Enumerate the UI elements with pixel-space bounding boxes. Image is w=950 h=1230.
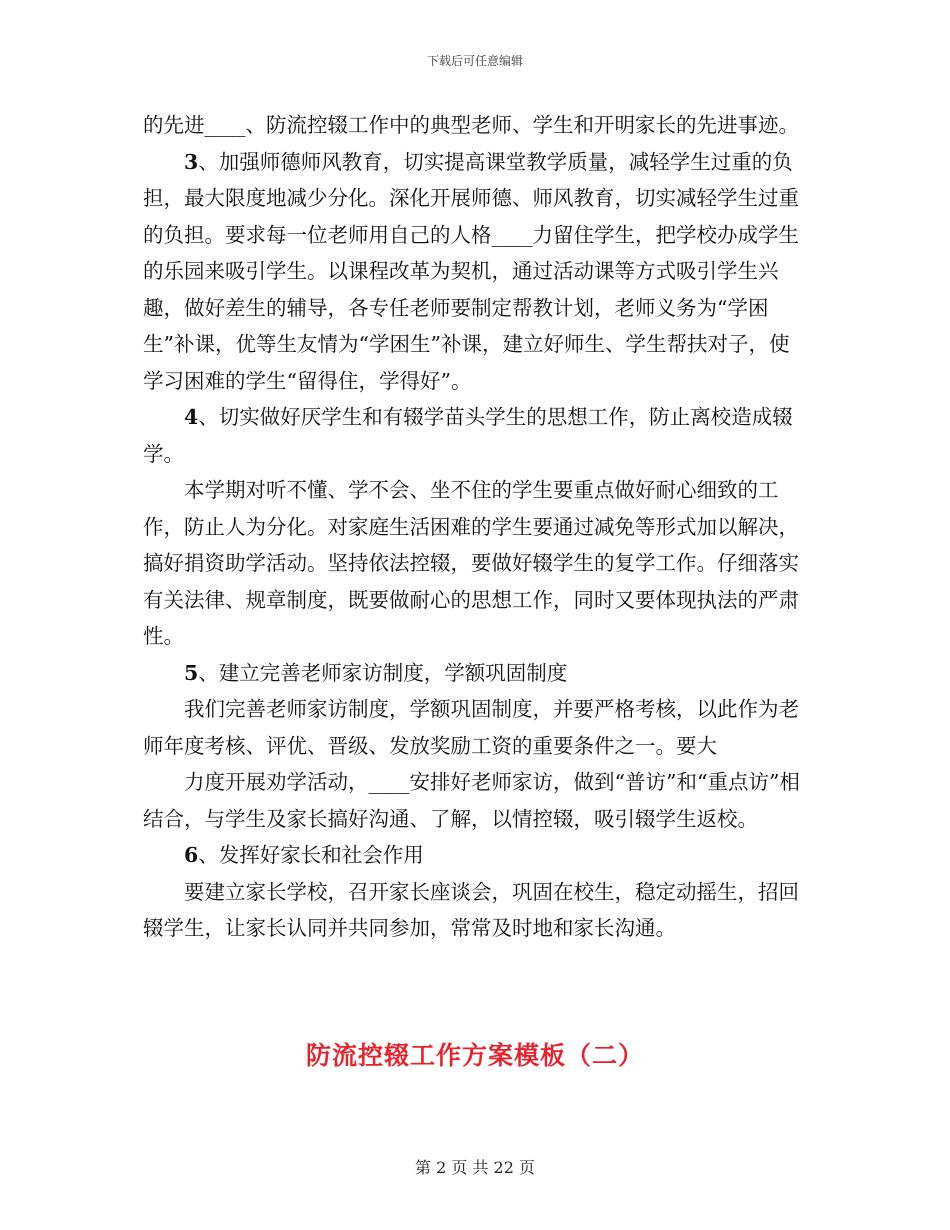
- item-number: 5: [184, 660, 199, 685]
- paragraph-body: [143, 472, 808, 655]
- paragraph-body: [143, 874, 808, 947]
- paragraph-body: [143, 764, 808, 837]
- paragraph-body: [143, 691, 808, 764]
- page-footer: 第 2 页 共 22 页: [415, 1158, 535, 1177]
- document-body: [143, 107, 808, 947]
- section-title: 防流控辍工作方案模板（二）: [305, 1041, 644, 1070]
- paragraph-text: 的先进____、防流控辍工作中的典型老师、学生和开明家长的先进事迹。: [143, 113, 799, 137]
- paragraph-text: 本学期对听不懂、学不会、坐不住的学生要重点做好耐心细致的工作，防止人为分化。对家庭生活困难的学生要通过减免等形式加以解决，搞好捐资助学活动。坚持依法控辍，要做好辍学生的复学工作。仔细落实有关法律、规章制度，既要做耐心的思想工作，同时又要体现执法的严肃性。: [143, 478, 799, 648]
- paragraph-text: 、发挥好家长和社会作用: [198, 843, 424, 867]
- page-header: 下载后可任意编辑: [426, 54, 523, 68]
- paragraph-continuation: [143, 107, 808, 144]
- paragraph-item-3: [143, 144, 808, 400]
- paragraph-text: 、加强师德师风教育，切实提高课堂教学质量，减轻学生过重的负担，最大限度地减少分化。深化开展师德、师风教育，切实减轻学生过重的负担。要求每一位老师用自己的人格____力留住学生，把学校办成学生的乐园来吸引学生。以课程改革为契机，通过活动课等方式吸引学生兴趣，做好差生的辅导，各专任老师要制定帮教计划，老师义务为“学困生”补课，优等生友情为“学困生”补课，建立好师生、学生帮扶对子，使学习困难的学生“留得住，学得好”。: [143, 149, 799, 393]
- paragraph-item-4: [143, 399, 808, 472]
- item-number: 3: [184, 149, 199, 174]
- paragraph-item-6: [143, 837, 808, 874]
- paragraph-text: 、切实做好厌学生和有辍学苗头学生的思想工作，防止离校造成辍学。: [143, 405, 793, 466]
- paragraph-text: 力度开展劝学活动，____安排好老师家访，做到“普访”和“重点访”相结合，与学生及家长搞好沟通、了解，以情控辍，吸引辍学生返校。: [143, 770, 800, 831]
- paragraph-text: 、建立完善老师家访制度，学额巩固制度: [198, 660, 568, 685]
- paragraph-item-5: [143, 655, 808, 692]
- item-number: 4: [184, 405, 199, 429]
- paragraph-text: 要建立家长学校，召开家长座谈会，巩固在校生，稳定动摇生，招回辍学生，让家长认同并共同参加，常常及时地和家长沟通。: [143, 879, 799, 940]
- paragraph-text: 我们完善老师家访制度，学额巩固制度，并要严格考核，以此作为老师年度考核、评优、晋级、发放奖励工资的重要条件之一。要大: [143, 697, 799, 758]
- item-number: 6: [184, 843, 199, 867]
